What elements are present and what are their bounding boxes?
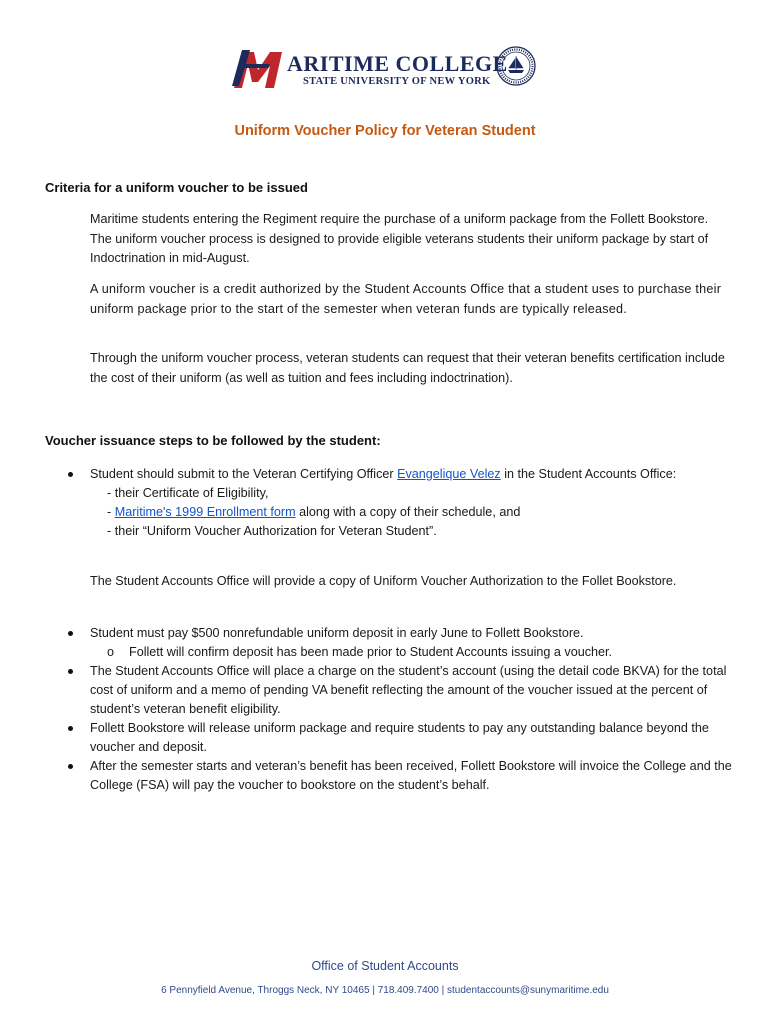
list-subitem xyxy=(65,643,735,662)
bullet-icon xyxy=(68,764,73,769)
list-item xyxy=(65,757,735,795)
bullet-icon xyxy=(68,726,73,731)
paragraph-text: A uniform voucher is a credit authorized by the Student Accounts Office that a student uses to purchase their uniform package prior to the start of the semester when veteran funds are typically released. xyxy=(90,282,722,316)
paragraph-regiment xyxy=(90,210,730,269)
paragraph-text: Through the uniform voucher process, veteran students can request that their veteran benefits certification include the cost of their uniform (as well as tuition and fees including indoctrination). xyxy=(90,351,725,385)
maritime-college-logo xyxy=(230,46,540,96)
footer-address: 6 Pennyfield Avenue, Throggs Neck, NY 10465 | 718.409.7400 | studentaccounts@sunymaritime.edu xyxy=(161,985,609,996)
section-heading-criteria: Criteria for a uniform voucher to be issued xyxy=(45,180,308,195)
steps-list-top xyxy=(65,465,735,541)
enrollment-form-link[interactable]: Maritime's 1999 Enrollment form xyxy=(114,505,296,519)
bullet-text: Follett Bookstore will release uniform package and require students to pay any outstanding balance beyond the voucher and deposit. xyxy=(90,721,709,754)
bullet-icon xyxy=(68,631,73,636)
bullet-icon xyxy=(68,669,73,674)
bullet-text: Student should submit to the Veteran Certifying Officer xyxy=(90,467,398,481)
subitem-prefix: - xyxy=(107,505,115,519)
document-title: Uniform Voucher Policy for Veteran Student xyxy=(234,123,536,139)
bullet-text: After the semester starts and veteran’s benefit has been received, Follett Bookstore will invoice the College and the College (FSA) will pay the voucher to bookstore on the student’s behalf. xyxy=(90,759,732,792)
bullet-text: Student must pay $500 nonrefundable uniform deposit in early June to Follett Bookstore. xyxy=(90,626,584,640)
steps-list-bottom xyxy=(65,624,735,795)
logo-m-mark xyxy=(230,48,288,90)
paragraph-text: Maritime students entering the Regiment require the purchase of a uniform package from the Follett Bookstore. The uniform voucher process is designed to provide eligible veterans students their uniform package by start of Indoctrination in mid-August. xyxy=(90,212,709,265)
paragraph-text: The Student Accounts Office will provide a copy of Uniform Voucher Authorization to the Follet Bookstore. xyxy=(90,574,677,588)
list-subitem: - their Certificate of Eligibility, xyxy=(107,486,269,500)
list-item xyxy=(65,662,735,719)
bullet-text: The Student Accounts Office will place a charge on the student’s account (using the detail code BKVA) for the total cost of uniform and a memo of pending VA benefit reflecting the amount of the voucher issued at the percent of student’s veteran benefit eligibility. xyxy=(90,664,727,716)
footer-office-name: Office of Student Accounts xyxy=(311,959,459,973)
bullet-icon xyxy=(68,472,73,477)
subitem-text: Follett will confirm deposit has been made prior to Student Accounts issuing a voucher. xyxy=(129,645,613,659)
subitem-text: along with a copy of their schedule, and xyxy=(295,505,521,519)
paragraph-voucher-process xyxy=(90,349,730,388)
logo-title: ARITIME COLLEGE xyxy=(287,51,508,76)
paragraph-follet-copy xyxy=(90,572,720,592)
logo-subtitle: STATE UNIVERSITY OF NEW YORK xyxy=(303,76,491,87)
list-item xyxy=(65,465,735,484)
paragraph-voucher-definition xyxy=(90,280,730,319)
list-subitem xyxy=(65,503,735,522)
list-subitem: - their “Uniform Voucher Authorization for Veteran Student”. xyxy=(107,524,437,538)
section-heading-steps: Voucher issuance steps to be followed by the student: xyxy=(45,433,381,448)
list-item xyxy=(65,719,735,757)
hollow-bullet-icon: o xyxy=(107,645,115,659)
evangelique-velez-link[interactable]: Evangelique Velez xyxy=(397,467,501,481)
bullet-text: in the Student Accounts Office: xyxy=(500,467,677,481)
college-seal-icon xyxy=(496,46,536,86)
list-item xyxy=(65,624,735,643)
